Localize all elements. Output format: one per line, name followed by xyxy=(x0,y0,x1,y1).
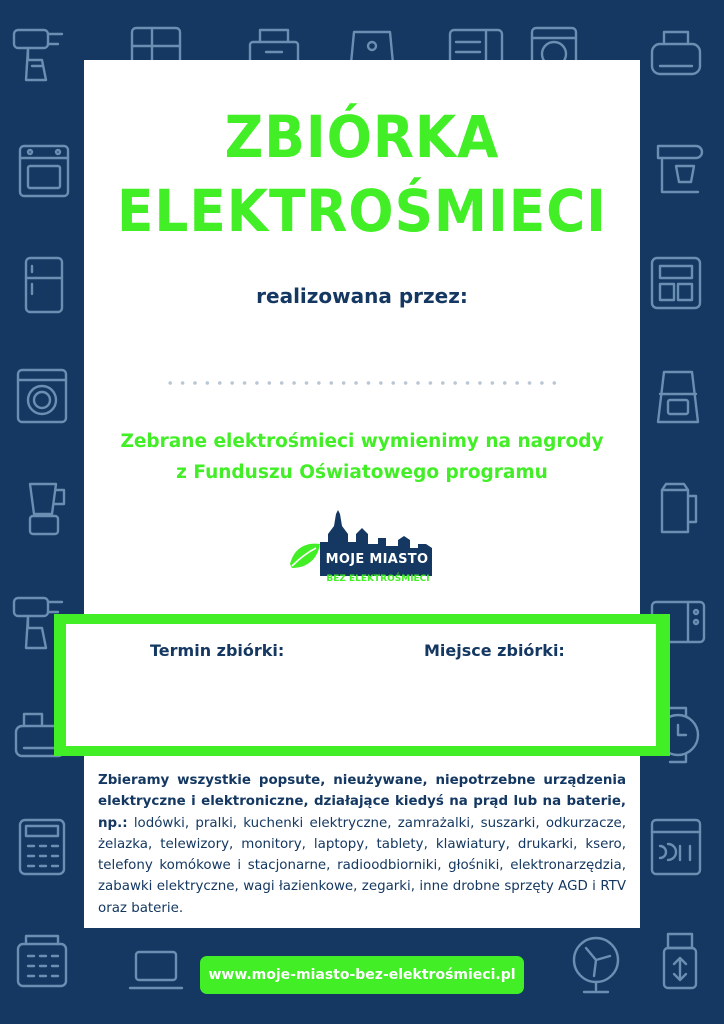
washing-machine-icon xyxy=(12,366,72,428)
mixer-icon xyxy=(648,138,708,200)
collection-place-label: Miejsce zbiórki: xyxy=(424,641,565,660)
organizer-label: realizowana przez: xyxy=(256,284,468,308)
title-line-1: ZBIÓRKA xyxy=(224,103,500,171)
description-regular: lodówki, pralki, kuchenki elektryczne, zamrażalki, suszarki, odkurzacze, żelazka, telewizory, monitory, laptopy, tablety, klawiatury, drukarki, ksero, telefony komókowe i stacjonarne, radioodbiorniki, głośniki, elektronarzędzia, zabawki elektryczne, wagi łazienkowe, zegarki, inne drobne sprzęty AGD i RTV oraz baterie. xyxy=(98,815,626,916)
dotted-fill-line xyxy=(164,379,560,387)
air-fryer-icon xyxy=(648,366,708,428)
kettle-icon xyxy=(648,478,708,540)
logo-text-sub: BEZ ELEKTROŚMIECI xyxy=(326,574,430,584)
fan-icon xyxy=(566,934,626,996)
title-line-2: ELEKTROŚMIECI xyxy=(117,177,607,245)
blender-icon xyxy=(14,478,74,540)
website-link[interactable]: www.moje-miasto-bez-elektrośmieci.pl xyxy=(200,956,524,994)
description-text xyxy=(98,770,626,919)
reward-line-1: Zebrane elektrośmieci wymienimy na nagrody xyxy=(120,431,604,452)
scale-icon xyxy=(646,252,706,314)
logo-text-main: MOJE MIASTO xyxy=(325,552,429,567)
phone-icon xyxy=(12,930,72,992)
drill-icon xyxy=(10,22,70,84)
laptop-icon xyxy=(126,940,186,1002)
poster-title xyxy=(106,100,618,248)
oven-icon xyxy=(14,140,74,202)
fridge-icon xyxy=(14,254,74,316)
usb-icon xyxy=(650,930,710,992)
calculator-icon xyxy=(12,816,72,878)
dishwasher-icon xyxy=(646,816,706,878)
description-bold: Zbieramy wszystkie popsute, nieużywane, niepotrzebne urządzenia elektryczne i elektroniczne, działające kiedyś na prąd lub na baterie, np.: xyxy=(98,773,626,831)
toaster-icon xyxy=(646,24,706,86)
collection-date-label: Termin zbiórki: xyxy=(150,641,285,660)
reward-line-2: z Funduszu Oświatowego programu xyxy=(176,462,548,483)
reward-text xyxy=(84,426,640,488)
